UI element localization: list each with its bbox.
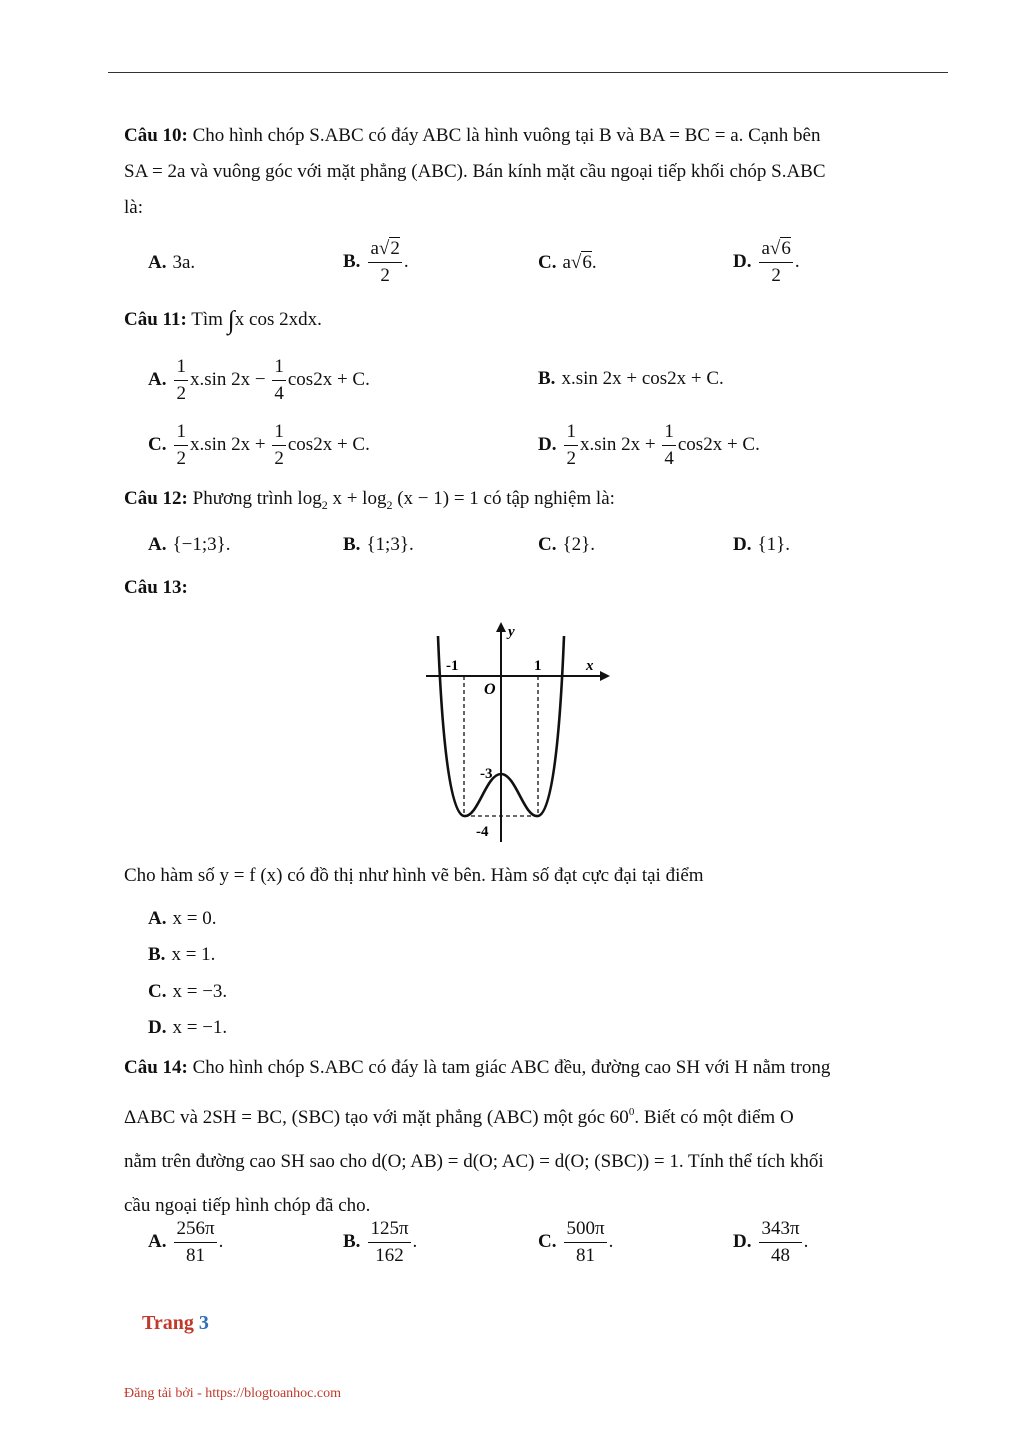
origin-label: O bbox=[484, 681, 496, 698]
function-graph bbox=[420, 618, 620, 846]
q12-option-d[interactable]: D. {1}. bbox=[733, 534, 790, 555]
header-rule bbox=[108, 72, 948, 73]
y-axis-label: y bbox=[508, 624, 515, 640]
tick-label-neg4: -4 bbox=[476, 824, 489, 840]
q10-d-fraction: $\frac{a√6}{2}$ bbox=[761, 238, 791, 286]
q12-title: Câu 12: bbox=[124, 488, 188, 509]
tick-label-neg3: -3 bbox=[480, 766, 493, 782]
q10-title: Câu 10: bbox=[124, 125, 188, 146]
q12-option-b[interactable]: B. {1;3}. bbox=[343, 534, 414, 555]
q10-option-d[interactable]: D. $\frac{a√6}{2}$ . bbox=[733, 236, 800, 289]
tick-label-neg1: -1 bbox=[446, 658, 459, 674]
q13-option-a[interactable]: A. x = 0. bbox=[148, 908, 217, 929]
q11-option-c[interactable]: C. $\frac{1}{2}$ x.sin 2x + $\frac{1}{2}$ cos2x + C. bbox=[148, 421, 370, 469]
question-10 bbox=[124, 118, 902, 226]
q12-option-a[interactable]: A. {−1;3}. bbox=[148, 534, 231, 555]
y-axis-arrow bbox=[496, 622, 506, 632]
question-11: Câu 11: Tìm ∫x cos 2xdx. bbox=[124, 305, 322, 335]
q14-title: Câu 14: bbox=[124, 1057, 188, 1078]
q14-option-c[interactable]: C. $\frac{500\pi}{81}$ . bbox=[538, 1218, 614, 1266]
q14-option-b[interactable]: B. $\frac{125\pi}{162}$ . bbox=[343, 1218, 418, 1266]
x-axis-label: x bbox=[586, 658, 594, 674]
footer-credit[interactable]: Đăng tải bởi - https://blogtoanhoc.com bbox=[124, 1386, 341, 1401]
q10-line2: SA = 2a và vuông góc với mặt phẳng (ABC). Bán kính mặt cầu ngoại tiếp khối chóp S.ABC bbox=[124, 161, 826, 182]
question-13 bbox=[124, 570, 902, 606]
q13-option-d[interactable]: D. x = −1. bbox=[148, 1017, 228, 1038]
question-12: Câu 12: Phương trình $\log_2 x + \log_2 (x - 1) = 1$ có tập nghiệm là: bbox=[124, 488, 615, 512]
tick-label-pos1: 1 bbox=[534, 658, 542, 674]
q13-title: Câu 13: bbox=[124, 577, 188, 598]
q11-option-d[interactable]: D. $\frac{1}{2}$ x.sin 2x + $\frac{1}{4}$ cos2x + C. bbox=[538, 421, 760, 469]
q13-option-b[interactable]: B. x = 1. bbox=[148, 944, 216, 965]
q14-option-d[interactable]: D. $\frac{343\pi}{48}$ . bbox=[733, 1218, 809, 1266]
q10-line3: là: bbox=[124, 197, 143, 218]
q13-text: Cho hàm số y = f (x) có đồ thị như hình vẽ bên. Hàm số đạt cực đại tại điểm bbox=[124, 865, 704, 886]
integral-symbol: ∫ bbox=[227, 305, 235, 335]
q10-option-b[interactable]: B. $\frac{a√2}{2}$ . bbox=[343, 236, 409, 289]
q13-option-c[interactable]: C. x = −3. bbox=[148, 981, 228, 1002]
q10-line1: Cho hình chóp S.ABC có đáy ABC là hình vuông tại B và BA = BC = a. Cạnh bên bbox=[187, 125, 821, 146]
q12-option-c[interactable]: C. {2}. bbox=[538, 534, 595, 555]
q10-option-a[interactable]: A. 3a. bbox=[148, 252, 196, 273]
x-axis-arrow bbox=[600, 671, 610, 681]
q14-option-a[interactable]: A. $\frac{256\pi}{81}$ . bbox=[148, 1218, 224, 1266]
q11-option-a[interactable]: A. $\frac{1}{2}$ x.sin 2x − $\frac{1}{4}$ cos2x + C. bbox=[148, 356, 370, 404]
page-number: Trang 3 bbox=[142, 1312, 209, 1334]
question-14: Câu 14: Cho hình chóp S.ABC có đáy là tam giác ABC đều, đường cao SH với H nằm trong ΔABC và 2SH = BC, (SBC) tạo với mặt phẳng (ABC) một góc $60^0$. Biết có một điểm O nằm trên đường cao SH sao cho d(O; AB) = d(O; AC) = d(O; (SBC)) = 1. Tính thể tích khối cầu ngoại tiếp hình chóp đã cho. bbox=[124, 1057, 831, 1216]
q10-option-c[interactable]: C. a√6. bbox=[538, 252, 597, 273]
q10-b-fraction: $\frac{a√2}{2}$ bbox=[370, 238, 400, 286]
q11-option-b[interactable]: B. x.sin 2x + cos2x + C. bbox=[538, 368, 724, 389]
q11-title: Câu 11: bbox=[124, 309, 187, 330]
